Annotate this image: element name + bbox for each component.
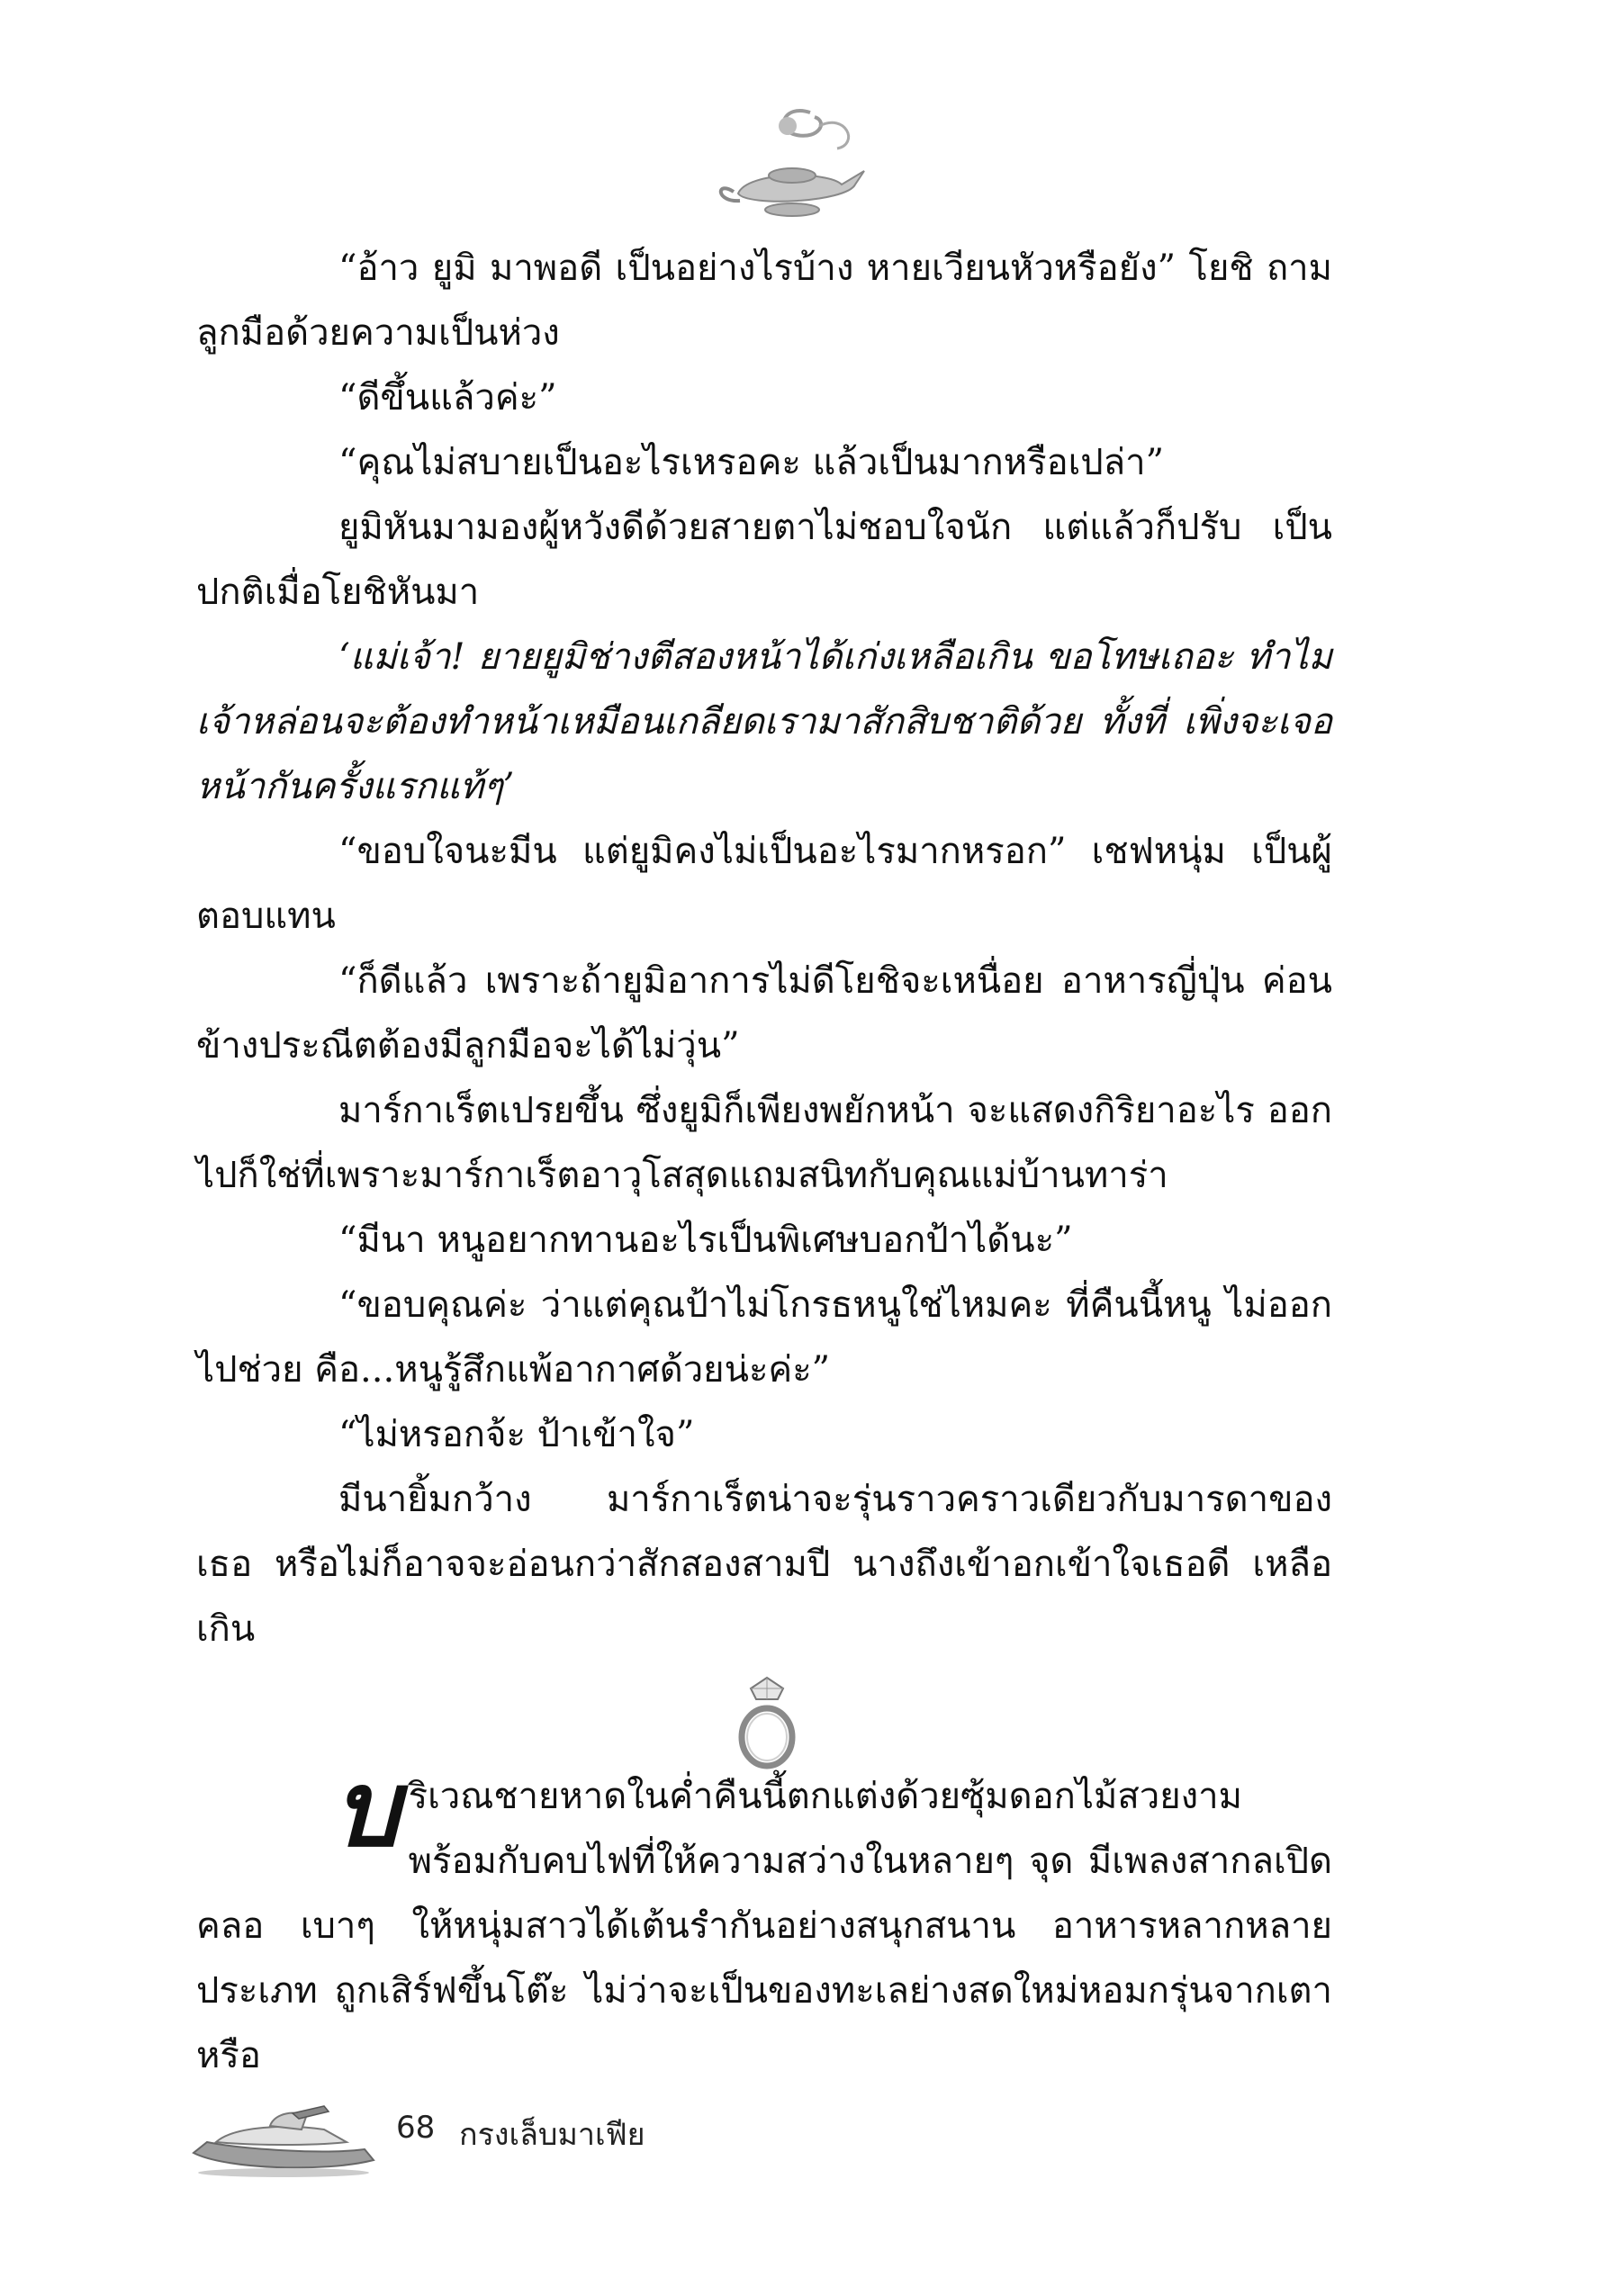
paragraph: “อ้าว ยูมิ มาพอดี เป็นอย่างไรบ้าง หายเวียนหัวหรือยัง” โยชิ ถามลูกมือด้วยความเป็นห่วง [196, 248, 1332, 354]
paragraph: “ขอบคุณค่ะ ว่าแต่คุณป้าไม่โกรธหนูใช่ไหมคะ ที่คืนนี้หนู ไม่ออกไปช่วย คือ...หนูรู้สึกแพ้อากาศด้วยน่ะค่ะ” [196, 1284, 1332, 1391]
section-two-text [196, 1749, 1332, 2088]
magic-lamp-icon [711, 95, 873, 230]
paragraph-thought: ‘แม่เจ้า! ยายยูมิช่างตีสองหน้าได้เก่งเหลือเกิน ขอโทษเถอะ ทำไมเจ้าหล่อนจะต้องทำหน้าเหมือนเกลียดเรามาสักสิบชาติด้วย ทั้งที่ เพิ่งจะเจอหน้ากันครั้งแรกแท้ๆ’ [196, 636, 1332, 807]
paragraph [196, 1749, 1332, 2088]
paragraph: มาร์กาเร็ตเปรยขึ้น ซึ่งยูมิก็เพียงพยักหน้า จะแสดงกิริยาอะไร ออกไปก็ใช่ที่เพราะมาร์กาเร็ตอาวุโสสุดแถมสนิทกับคุณแม่บ้านทาร่า [196, 1090, 1332, 1196]
jet-ski-icon [189, 2090, 378, 2180]
paragraph: มีนายิ้มกว้าง มาร์กาเร็ตน่าจะรุ่นราวคราวเดียวกับมารดาของ เธอ หรือไม่ก็อาจจะอ่อนกว่าสักสองสามปี นางถึงเข้าอกเข้าใจเธอดี เหลือเกิน [196, 1479, 1332, 1650]
story-text [196, 236, 1332, 1661]
page-footer [189, 2090, 819, 2180]
paragraph: “คุณไม่สบายเป็นอะไรเหรอคะ แล้วเป็นมากหรือเปล่า” [338, 442, 1165, 483]
paragraph: “มีนา หนูอยากทานอะไรเป็นพิเศษบอกป้าได้นะ” [338, 1220, 1073, 1261]
paragraph-text: ริเวณชายหาดในค่ำคืนนี้ตกแต่งด้วยซุ้มดอกไม้สวยงาม พร้อมกับคบไฟที่ให้ความสว่างในหลายๆ จุด มีเพลงสากลเปิดคลอ เบาๆ ให้หนุ่มสาวได้เต้นรำกันอย่างสนุกสนาน อาหารหลากหลายประเภท ถูกเสิร์ฟขึ้นโต๊ะ ไม่ว่าจะเป็นของทะเลย่างสดใหม่หอมกรุ่นจากเตา หรือ [196, 1776, 1332, 2076]
paragraph: “ก็ดีแล้ว เพราะถ้ายูมิอาการไม่ดีโยชิจะเหนื่อย อาหารญี่ปุ่น ค่อนข้างประณีตต้องมีลูกมือจะได้ไม่วุ่น” [196, 960, 1332, 1067]
page-number: 68 [396, 2110, 436, 2146]
paragraph: “ขอบใจนะมีน แต่ยูมิคงไม่เป็นอะไรมากหรอก” เชฟหนุ่ม เป็นผู้ตอบแทน [196, 831, 1332, 937]
book-title: กรงเล็บมาเฟีย [459, 2117, 645, 2153]
paragraph: “ไม่หรอกจ้ะ ป้าเข้าใจ” [338, 1414, 695, 1455]
paragraph: “ดีขึ้นแล้วค่ะ” [338, 377, 557, 419]
paragraph: ยูมิหันมามองผู้หวังดีด้วยสายตาไม่ชอบใจนัก แต่แล้วก็ปรับ เป็นปกติเมื่อโยชิหันมา [196, 507, 1332, 613]
drop-cap: บ [333, 1749, 400, 1870]
diamond-ring-icon [731, 1672, 803, 1771]
